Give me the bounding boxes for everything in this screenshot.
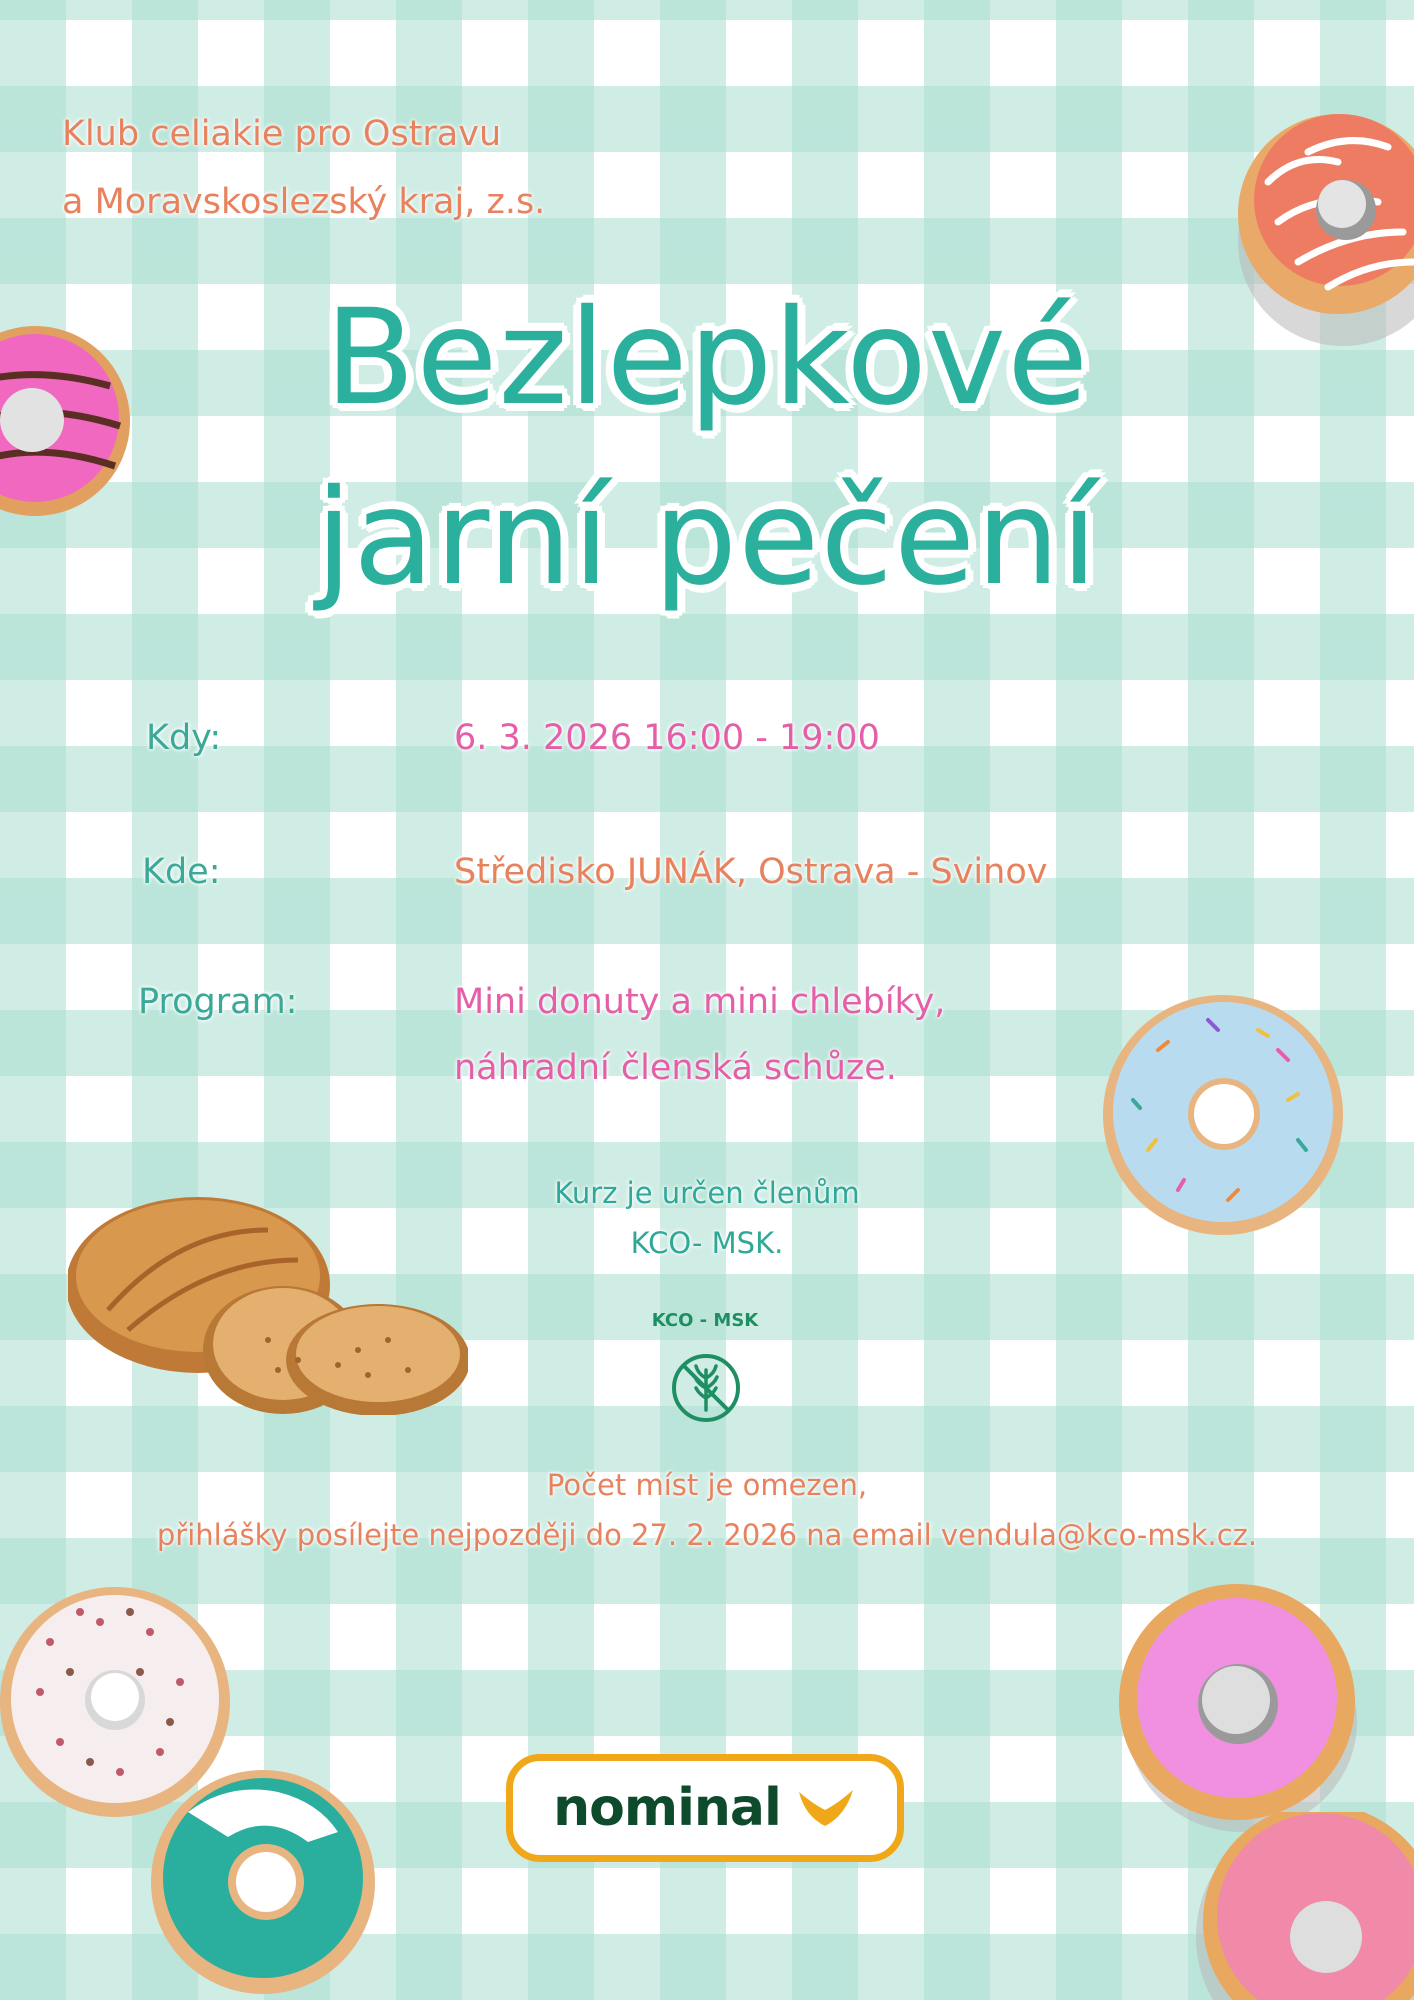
where-value: Středisko JUNÁK, Ostrava - Svinov [454,852,1048,892]
course-note-line-1: Kurz je určen členům [554,1176,860,1210]
logo-text: KCO - MSK [651,1310,759,1331]
organization-line-1: Klub celiakie pro Ostravu [62,114,502,154]
course-note-line-2: KCO- MSK. [630,1226,784,1260]
sponsor-name: nominal [553,1778,781,1838]
donut-pink-corner [1196,1812,1414,2000]
donut-teal-glazed [148,1742,378,2000]
kco-msk-logo [640,1310,770,1424]
sponsor-logo [506,1754,904,1862]
registration-line-2: přihlášky posílejte nejpozději do 27. 2. 2026 na email vendula@kco-msk.cz. [156,1518,1258,1552]
donut-pink-bottom-right [1112,1582,1362,1832]
when-label: Kdy: [146,718,222,758]
when-value: 6. 3. 2026 16:00 - 19:00 [454,718,880,758]
title-line-1: Bezlepkové [324,281,1090,435]
organization-name [62,100,545,236]
where-label: Kde: [142,852,221,892]
title-line-2: jarní pečení [315,461,1099,615]
registration-line-1: Počet míst je omezen, [546,1468,868,1502]
program-label: Program: [138,982,298,1022]
organization-line-2: a Moravskoslezský kraj, z.s. [62,182,546,222]
program-line-2: náhradní členská schůze. [454,1048,897,1088]
gluten-free-wheat-icon [670,1352,742,1424]
bread-illustration [68,1190,468,1415]
program-line-1: Mini donuty a mini chlebíky, [454,982,946,1022]
check-leaf-icon [795,1786,857,1830]
